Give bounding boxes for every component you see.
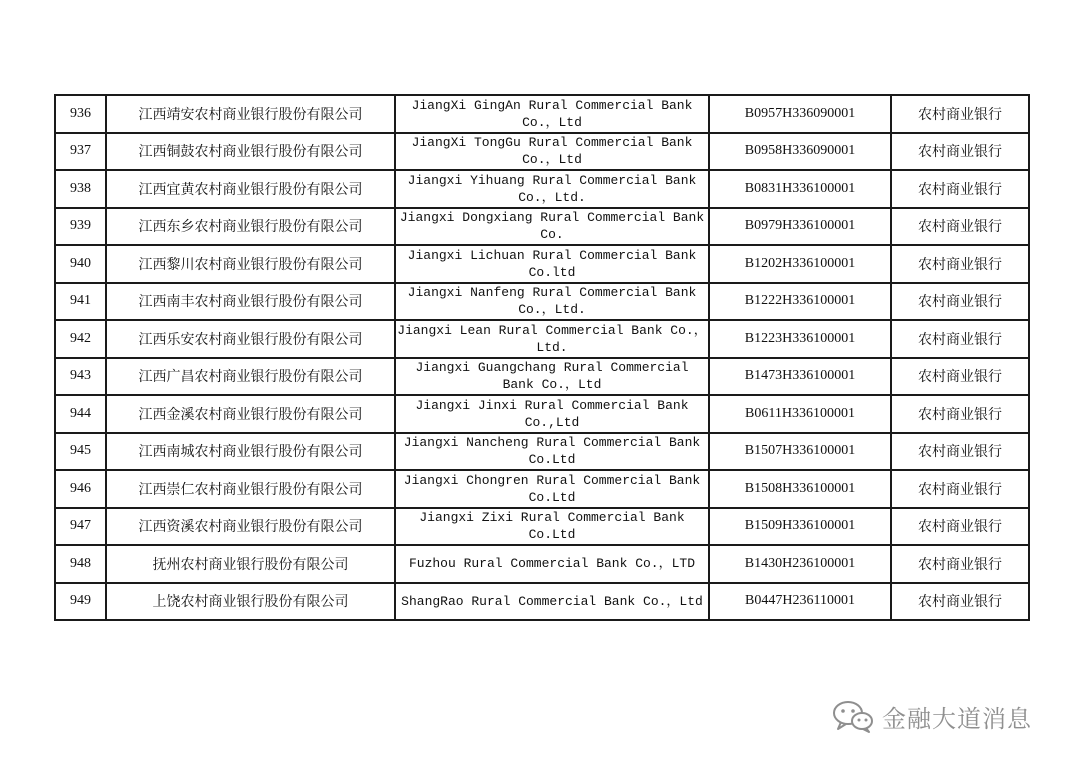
- institution-type: 农村商业银行: [891, 245, 1029, 283]
- bank-name-en: Jiangxi Lichuan Rural Commercial Bank Co.ltd: [395, 245, 709, 283]
- bank-name-cn: 江西靖安农村商业银行股份有限公司: [106, 95, 395, 133]
- table-row: [55, 208, 1029, 246]
- institution-code: B0958H336090001: [709, 133, 891, 171]
- institution-type: 农村商业银行: [891, 395, 1029, 433]
- institution-code: B1509H336100001: [709, 508, 891, 546]
- bank-name-en: JiangXi TongGu Rural Commercial Bank Co.，Ltd: [395, 133, 709, 171]
- bank-name-cn: 江西崇仁农村商业银行股份有限公司: [106, 470, 395, 508]
- institution-type: 农村商业银行: [891, 583, 1029, 621]
- bank-name-en: Jiangxi Nanfeng Rural Commercial Bank Co.，Ltd.: [395, 283, 709, 321]
- row-number: 938: [55, 170, 106, 208]
- bank-name-cn: 江西宜黄农村商业银行股份有限公司: [106, 170, 395, 208]
- institution-code: B0957H336090001: [709, 95, 891, 133]
- bank-name-en: Jiangxi Guangchang Rural Commercial Bank Co.，Ltd: [395, 358, 709, 396]
- row-number: 943: [55, 358, 106, 396]
- institution-type: 农村商业银行: [891, 358, 1029, 396]
- bank-name-cn: 江西东乡农村商业银行股份有限公司: [106, 208, 395, 246]
- table-row: [55, 358, 1029, 396]
- bank-name-cn: 江西金溪农村商业银行股份有限公司: [106, 395, 395, 433]
- institution-type: 农村商业银行: [891, 170, 1029, 208]
- row-number: 942: [55, 320, 106, 358]
- institution-code: B0447H236110001: [709, 583, 891, 621]
- bank-name-en: Jiangxi Jinxi Rural Commercial Bank Co.,Ltd: [395, 395, 709, 433]
- table-row: [55, 583, 1029, 621]
- institution-code: B1222H336100001: [709, 283, 891, 321]
- bank-name-cn: 江西资溪农村商业银行股份有限公司: [106, 508, 395, 546]
- bank-name-cn: 江西乐安农村商业银行股份有限公司: [106, 320, 395, 358]
- institution-type: 农村商业银行: [891, 133, 1029, 171]
- bank-name-cn: 江西黎川农村商业银行股份有限公司: [106, 245, 395, 283]
- institution-type: 农村商业银行: [891, 433, 1029, 471]
- row-number: 949: [55, 583, 106, 621]
- institution-code: B1507H336100001: [709, 433, 891, 471]
- bank-name-en: Jiangxi Dongxiang Rural Commercial Bank Co.: [395, 208, 709, 246]
- bank-name-en: Jiangxi Chongren Rural Commercial Bank Co.Ltd: [395, 470, 709, 508]
- bank-name-cn: 江西南城农村商业银行股份有限公司: [106, 433, 395, 471]
- table-row: [55, 470, 1029, 508]
- wechat-icon: [832, 699, 874, 733]
- bank-name-cn: 江西铜鼓农村商业银行股份有限公司: [106, 133, 395, 171]
- institution-type: 农村商业银行: [891, 95, 1029, 133]
- institution-code: B1223H336100001: [709, 320, 891, 358]
- table-row: [55, 508, 1029, 546]
- bank-list-body: [55, 95, 1029, 620]
- table-row: [55, 170, 1029, 208]
- institution-type: 农村商业银行: [891, 320, 1029, 358]
- table-row: [55, 245, 1029, 283]
- bank-name-en: Fuzhou Rural Commercial Bank Co.，LTD: [395, 545, 709, 583]
- institution-type: 农村商业银行: [891, 545, 1029, 583]
- table-row: [55, 283, 1029, 321]
- bank-list-table: [54, 94, 1030, 621]
- bank-name-cn: 江西广昌农村商业银行股份有限公司: [106, 358, 395, 396]
- bank-name-en: Jiangxi Zixi Rural Commercial Bank Co.Ltd: [395, 508, 709, 546]
- bank-name-cn: 江西南丰农村商业银行股份有限公司: [106, 283, 395, 321]
- table-row: [55, 320, 1029, 358]
- institution-type: 农村商业银行: [891, 470, 1029, 508]
- institution-type: 农村商业银行: [891, 283, 1029, 321]
- row-number: 947: [55, 508, 106, 546]
- watermark-text: 金融大道消息: [882, 704, 1032, 733]
- row-number: 946: [55, 470, 106, 508]
- row-number: 945: [55, 433, 106, 471]
- table-row: [55, 95, 1029, 133]
- institution-code: B1430H236100001: [709, 545, 891, 583]
- row-number: 937: [55, 133, 106, 171]
- bank-name-en: ShangRao Rural Commercial Bank Co.，Ltd: [395, 583, 709, 621]
- wechat-watermark: [832, 698, 1032, 734]
- bank-name-cn: 抚州农村商业银行股份有限公司: [106, 545, 395, 583]
- institution-code: B0831H336100001: [709, 170, 891, 208]
- row-number: 939: [55, 208, 106, 246]
- bank-name-cn: 上饶农村商业银行股份有限公司: [106, 583, 395, 621]
- institution-code: B0979H336100001: [709, 208, 891, 246]
- table-row: [55, 395, 1029, 433]
- institution-type: 农村商业银行: [891, 208, 1029, 246]
- institution-code: B0611H336100001: [709, 395, 891, 433]
- row-number: 936: [55, 95, 106, 133]
- row-number: 948: [55, 545, 106, 583]
- row-number: 944: [55, 395, 106, 433]
- row-number: 940: [55, 245, 106, 283]
- bank-name-en: Jiangxi Nancheng Rural Commercial Bank Co.Ltd: [395, 433, 709, 471]
- bank-name-en: Jiangxi Yihuang Rural Commercial Bank Co.，Ltd.: [395, 170, 709, 208]
- table-row: [55, 433, 1029, 471]
- table-row: [55, 133, 1029, 171]
- institution-code: B1473H336100001: [709, 358, 891, 396]
- institution-code: B1508H336100001: [709, 470, 891, 508]
- bank-name-en: JiangXi GingAn Rural Commercial Bank Co.，Ltd: [395, 95, 709, 133]
- table-row: [55, 545, 1029, 583]
- institution-code: B1202H336100001: [709, 245, 891, 283]
- institution-type: 农村商业银行: [891, 508, 1029, 546]
- row-number: 941: [55, 283, 106, 321]
- bank-name-en: Jiangxi Lean Rural Commercial Bank Co.，Ltd.: [395, 320, 709, 358]
